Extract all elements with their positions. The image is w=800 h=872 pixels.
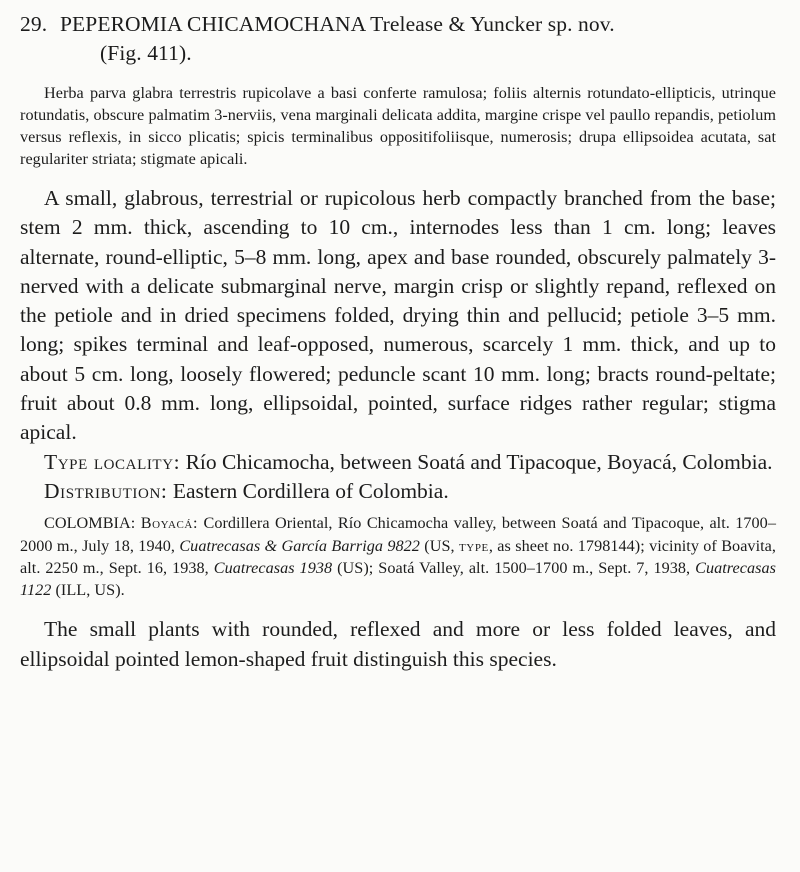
- distribution-text: Eastern Cordillera of Colombia.: [172, 478, 449, 503]
- specimen-text-3: , as sheet no. 1798144); vicinity of Boavita, alt. 2250 m., Sept. 16, 1938,: [20, 536, 776, 577]
- type-locality: [20, 448, 776, 477]
- closing-remarks: The small plants with rounded, reflexed and more or less folded leaves, and ellipsoidal pointed lemon-shaped fruit distinguish this species.: [20, 617, 776, 671]
- specimen-text-5: (ILL, US).: [55, 581, 125, 600]
- species-number: 29.: [20, 12, 48, 36]
- english-description: A small, glabrous, terrestrial or rupicolous herb compactly branched from the base; stem 2 mm. thick, ascending to 10 cm., internodes less than 1 cm. long; leaves alternate, round-elliptic, 5–8 mm. long, apex and base rounded, obscurely palmately 3-nerved with a delicate submarginal nerve, margin crisp or slightly repand, reflexed on the petiole and in dried specimens folded, drying thin and pellucid; petiole 3–5 mm. long; spikes terminal and leaf-opposed, numerous, scarcely 1 mm. thick, and up to about 5 cm. long, loosely flowered; peduncle scant 10 mm. long; bracts round-peltate; fruit about 0.8 mm. long, ellipsoidal, pointed, surface ridges rather regular; stigma apical.: [20, 186, 776, 445]
- latin-description: Herba parva glabra terrestris rupicolave a basi conferte ramulosa; foliis alternis rotundato-ellipticis, utrinque rotundatis, obscure palmatim 3-nerviis, vena marginali delicata addita, margine crispe vel paullo repandis, petiolum versus reflexis, in sicco plicatis; spicis terminalibus oppositifoliisque, numerosis; drupa ellipsoidea acutata, sat regulariter striata; stigmate apicali.: [20, 84, 776, 168]
- specimen-collector-3: Cuatrecasas 1122: [20, 558, 776, 600]
- specimen-text-4: (US); Soatá Valley, alt. 1500–1700 m., Sept. 7, 1938,: [337, 558, 691, 577]
- specimen-citations: [20, 512, 776, 601]
- specimen-text-1: Cordillera Oriental, Río Chicamocha valley, between Soatá and Tipacoque, alt. 1700–2000 m., July 18, 1940,: [20, 514, 776, 555]
- type-locality-text: Río Chicamocha, between Soatá and Tipacoque, Boyacá, Colombia.: [185, 449, 773, 474]
- specimen-collector-1: Cuatrecasas & García Barriga 9822: [179, 536, 420, 555]
- specimen-collector-2: Cuatrecasas 1938: [213, 558, 333, 577]
- specimen-department: Boyacá:: [140, 514, 199, 533]
- specimen-type-word: type: [458, 536, 489, 555]
- species-name: PEPEROMIA CHICAMOCHANA: [60, 12, 366, 36]
- species-heading: [20, 10, 776, 68]
- distribution-label: Distribution:: [44, 478, 168, 503]
- specimen-text-2: (US,: [424, 536, 455, 555]
- figure-reference: (Fig. 411).: [100, 41, 192, 65]
- species-authors: Trelease & Yuncker sp. nov.: [370, 12, 615, 36]
- type-locality-label: Type locality:: [44, 449, 181, 474]
- specimen-country: COLOMBIA:: [44, 514, 136, 533]
- distribution: [20, 477, 776, 506]
